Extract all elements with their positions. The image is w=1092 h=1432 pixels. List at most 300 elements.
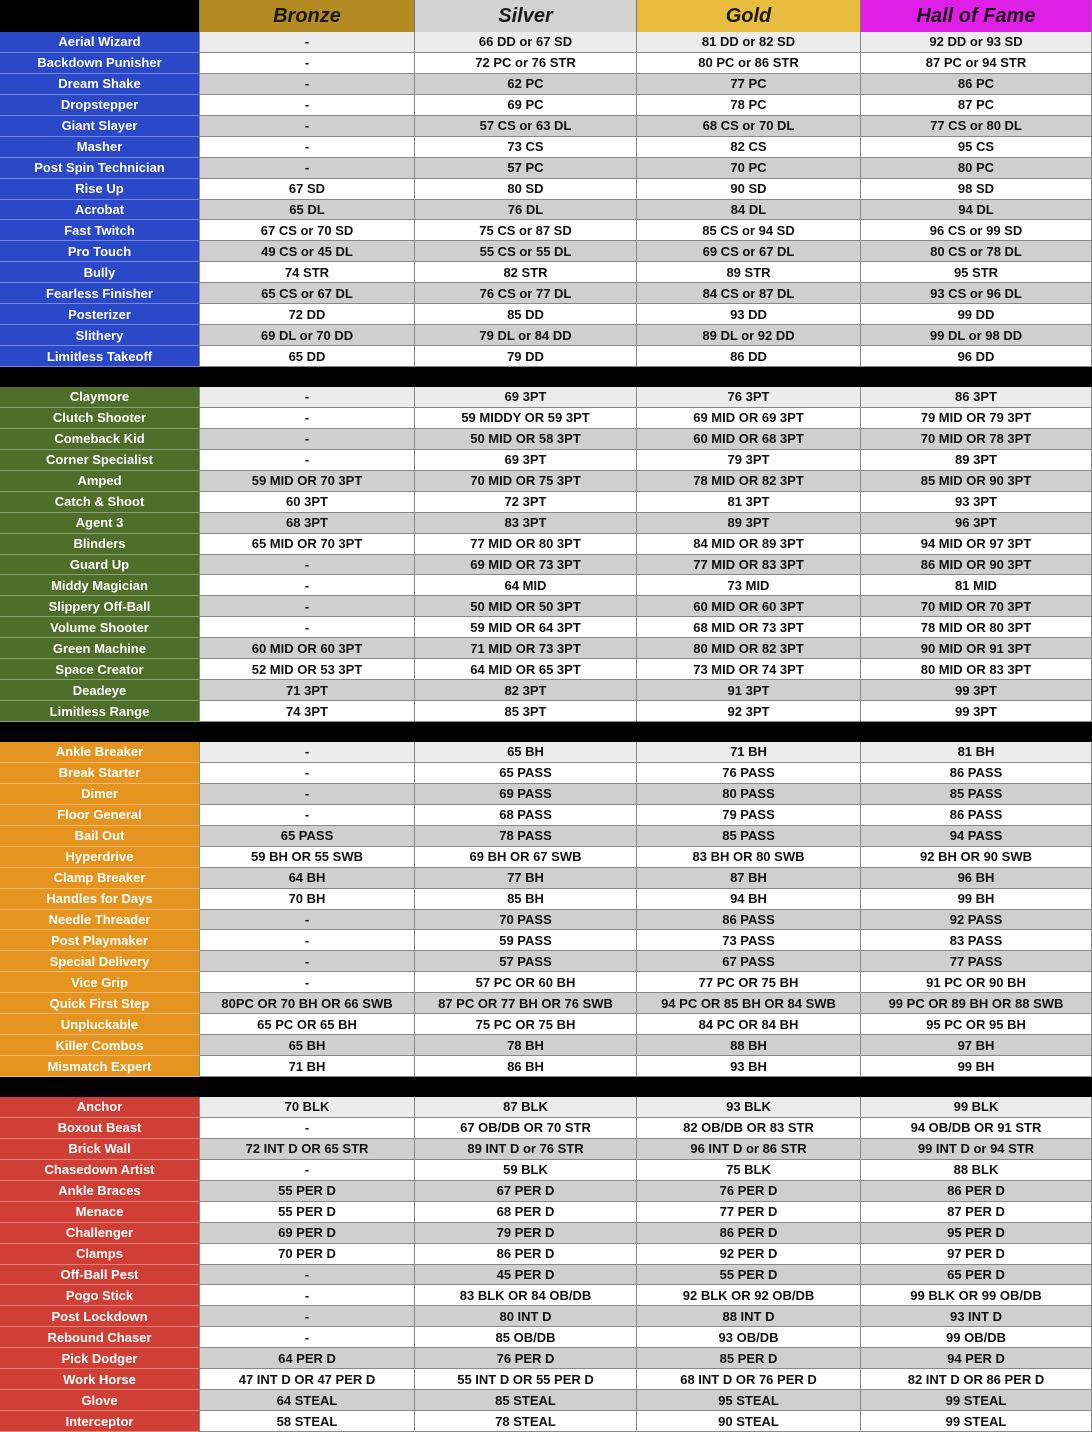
- gold-req-cell: 73 MID: [637, 575, 861, 596]
- badge-name-cell: Masher: [0, 137, 200, 158]
- gold-req-cell: 75 BLK: [637, 1160, 861, 1181]
- table-row: [0, 1097, 1092, 1118]
- badge-name-cell: Aerial Wizard: [0, 32, 200, 53]
- table-row: [0, 200, 1092, 221]
- bronze-req-cell: 55 PER D: [200, 1181, 415, 1202]
- badge-name-cell: Clamp Breaker: [0, 868, 200, 889]
- silver-req-cell: 85 STEAL: [415, 1390, 637, 1411]
- badge-name-cell: Handles for Days: [0, 889, 200, 910]
- gold-req-cell: 90 STEAL: [637, 1411, 861, 1432]
- bronze-req-cell: 59 MID OR 70 3PT: [200, 471, 415, 492]
- table-row: [0, 1118, 1092, 1139]
- badge-name-cell: Posterizer: [0, 304, 200, 325]
- hof-req-cell: 96 DD: [861, 346, 1092, 367]
- badge-name-cell: Anchor: [0, 1097, 200, 1118]
- hof-req-cell: 99 DL or 98 DD: [861, 325, 1092, 346]
- gold-req-cell: 77 PC OR 75 BH: [637, 972, 861, 993]
- silver-req-cell: 62 PC: [415, 74, 637, 95]
- hof-req-cell: 98 SD: [861, 179, 1092, 200]
- bronze-req-cell: 68 3PT: [200, 513, 415, 534]
- silver-req-cell: 68 PER D: [415, 1202, 637, 1223]
- table-row: [0, 137, 1092, 158]
- silver-req-cell: 80 SD: [415, 179, 637, 200]
- silver-req-cell: 78 PASS: [415, 826, 637, 847]
- bronze-req-cell: -: [200, 742, 415, 763]
- hof-req-cell: 87 PC: [861, 95, 1092, 116]
- table-row: [0, 1306, 1092, 1327]
- header-corner: [0, 0, 200, 32]
- bronze-req-cell: 72 INT D OR 65 STR: [200, 1139, 415, 1160]
- hof-req-cell: 94 PASS: [861, 826, 1092, 847]
- bronze-req-cell: 65 BH: [200, 1035, 415, 1056]
- hof-req-cell: 91 PC OR 90 BH: [861, 972, 1092, 993]
- bronze-req-cell: 70 PER D: [200, 1244, 415, 1265]
- bronze-req-cell: -: [200, 575, 415, 596]
- bronze-req-cell: -: [200, 158, 415, 179]
- hof-req-cell: 99 STEAL: [861, 1411, 1092, 1432]
- hof-req-cell: 99 DD: [861, 304, 1092, 325]
- gold-req-cell: 84 DL: [637, 200, 861, 221]
- badge-name-cell: Special Delivery: [0, 951, 200, 972]
- bronze-req-cell: 80PC OR 70 BH OR 66 SWB: [200, 993, 415, 1014]
- table-row: [0, 1411, 1092, 1432]
- table-row: [0, 53, 1092, 74]
- gold-req-cell: 73 MID OR 74 3PT: [637, 659, 861, 680]
- badge-name-cell: Ankle Breaker: [0, 742, 200, 763]
- silver-req-cell: 86 BH: [415, 1056, 637, 1077]
- gold-req-cell: 84 PC OR 84 BH: [637, 1014, 861, 1035]
- bronze-req-cell: 65 DL: [200, 200, 415, 221]
- bronze-req-cell: -: [200, 53, 415, 74]
- hof-req-cell: 80 CS or 78 DL: [861, 241, 1092, 262]
- badge-name-cell: Interceptor: [0, 1411, 200, 1432]
- gold-req-cell: 77 MID OR 83 3PT: [637, 555, 861, 576]
- silver-req-cell: 50 MID OR 50 3PT: [415, 596, 637, 617]
- bronze-req-cell: 65 CS or 67 DL: [200, 283, 415, 304]
- gold-req-cell: 79 PASS: [637, 805, 861, 826]
- header-hall-of-fame: Hall of Fame: [861, 0, 1092, 32]
- header-bronze: Bronze: [200, 0, 415, 32]
- silver-req-cell: 85 BH: [415, 889, 637, 910]
- badge-name-cell: Boxout Beast: [0, 1118, 200, 1139]
- silver-req-cell: 65 PASS: [415, 763, 637, 784]
- hof-req-cell: 99 BLK OR 99 OB/DB: [861, 1285, 1092, 1306]
- hof-req-cell: 86 3PT: [861, 387, 1092, 408]
- hof-req-cell: 88 BLK: [861, 1160, 1092, 1181]
- bronze-req-cell: -: [200, 408, 415, 429]
- hof-req-cell: 87 PC or 94 STR: [861, 53, 1092, 74]
- bronze-req-cell: -: [200, 930, 415, 951]
- gold-req-cell: 80 MID OR 82 3PT: [637, 638, 861, 659]
- gold-req-cell: 69 MID OR 69 3PT: [637, 408, 861, 429]
- bronze-req-cell: 60 MID OR 60 3PT: [200, 638, 415, 659]
- badge-name-cell: Deadeye: [0, 680, 200, 701]
- bronze-req-cell: 72 DD: [200, 304, 415, 325]
- badge-name-cell: Chasedown Artist: [0, 1160, 200, 1181]
- table-row: [0, 930, 1092, 951]
- table-row: [0, 1056, 1092, 1077]
- silver-req-cell: 78 STEAL: [415, 1411, 637, 1432]
- silver-req-cell: 76 DL: [415, 200, 637, 221]
- table-row: [0, 1390, 1092, 1411]
- silver-req-cell: 64 MID OR 65 3PT: [415, 659, 637, 680]
- gold-req-cell: 69 CS or 67 DL: [637, 241, 861, 262]
- silver-req-cell: 55 INT D OR 55 PER D: [415, 1369, 637, 1390]
- badge-name-cell: Quick First Step: [0, 993, 200, 1014]
- hof-req-cell: 92 DD or 93 SD: [861, 32, 1092, 53]
- table-row: [0, 910, 1092, 931]
- gold-req-cell: 83 BH OR 80 SWB: [637, 847, 861, 868]
- table-row: [0, 346, 1092, 367]
- silver-req-cell: 75 PC OR 75 BH: [415, 1014, 637, 1035]
- silver-req-cell: 67 PER D: [415, 1181, 637, 1202]
- bronze-req-cell: -: [200, 784, 415, 805]
- table-row: [0, 659, 1092, 680]
- section-separator: [0, 1077, 1092, 1097]
- hof-req-cell: 82 INT D OR 86 PER D: [861, 1369, 1092, 1390]
- silver-req-cell: 69 3PT: [415, 450, 637, 471]
- hof-req-cell: 93 3PT: [861, 492, 1092, 513]
- gold-req-cell: 93 DD: [637, 304, 861, 325]
- gold-req-cell: 71 BH: [637, 742, 861, 763]
- badge-name-cell: Limitless Takeoff: [0, 346, 200, 367]
- table-row: [0, 617, 1092, 638]
- table-row: [0, 596, 1092, 617]
- bronze-req-cell: -: [200, 387, 415, 408]
- gold-req-cell: 81 DD or 82 SD: [637, 32, 861, 53]
- badge-name-cell: Bully: [0, 262, 200, 283]
- bronze-req-cell: 64 BH: [200, 868, 415, 889]
- bronze-req-cell: -: [200, 763, 415, 784]
- bronze-req-cell: -: [200, 429, 415, 450]
- gold-req-cell: 80 PASS: [637, 784, 861, 805]
- table-row: [0, 638, 1092, 659]
- table-row: [0, 179, 1092, 200]
- table-row: [0, 241, 1092, 262]
- badge-name-cell: Challenger: [0, 1223, 200, 1244]
- silver-req-cell: 70 PASS: [415, 910, 637, 931]
- hof-req-cell: 97 PER D: [861, 1244, 1092, 1265]
- gold-req-cell: 84 CS or 87 DL: [637, 283, 861, 304]
- hof-req-cell: 81 BH: [861, 742, 1092, 763]
- table-row: [0, 993, 1092, 1014]
- badge-name-cell: Guard Up: [0, 555, 200, 576]
- hof-req-cell: 96 3PT: [861, 513, 1092, 534]
- badge-name-cell: Brick Wall: [0, 1139, 200, 1160]
- silver-req-cell: 57 PC: [415, 158, 637, 179]
- hof-req-cell: 94 MID OR 97 3PT: [861, 534, 1092, 555]
- bronze-req-cell: -: [200, 1265, 415, 1286]
- badge-name-cell: Post Spin Technician: [0, 158, 200, 179]
- silver-req-cell: 85 OB/DB: [415, 1327, 637, 1348]
- table-row: [0, 701, 1092, 722]
- gold-req-cell: 68 INT D OR 76 PER D: [637, 1369, 861, 1390]
- hof-req-cell: 85 MID OR 90 3PT: [861, 471, 1092, 492]
- silver-req-cell: 50 MID OR 58 3PT: [415, 429, 637, 450]
- silver-req-cell: 82 3PT: [415, 680, 637, 701]
- hof-req-cell: 99 3PT: [861, 680, 1092, 701]
- table-row: [0, 1139, 1092, 1160]
- bronze-req-cell: -: [200, 1118, 415, 1139]
- hof-req-cell: 86 PC: [861, 74, 1092, 95]
- table-row: [0, 1223, 1092, 1244]
- silver-req-cell: 69 MID OR 73 3PT: [415, 555, 637, 576]
- header-gold: Gold: [637, 0, 861, 32]
- badge-name-cell: Slippery Off-Ball: [0, 596, 200, 617]
- hof-req-cell: 86 PASS: [861, 805, 1092, 826]
- gold-req-cell: 89 DL or 92 DD: [637, 325, 861, 346]
- table-row: [0, 555, 1092, 576]
- table-row: [0, 95, 1092, 116]
- table-row: [0, 763, 1092, 784]
- bronze-req-cell: -: [200, 1160, 415, 1181]
- table-row: [0, 680, 1092, 701]
- badge-name-cell: Post Playmaker: [0, 930, 200, 951]
- gold-req-cell: 91 3PT: [637, 680, 861, 701]
- silver-req-cell: 89 INT D or 76 STR: [415, 1139, 637, 1160]
- gold-req-cell: 55 PER D: [637, 1265, 861, 1286]
- badge-name-cell: Post Lockdown: [0, 1306, 200, 1327]
- table-row: [0, 408, 1092, 429]
- table-row: [0, 826, 1092, 847]
- gold-req-cell: 88 BH: [637, 1035, 861, 1056]
- hof-req-cell: 92 PASS: [861, 910, 1092, 931]
- silver-req-cell: 79 PER D: [415, 1223, 637, 1244]
- gold-req-cell: 60 MID OR 68 3PT: [637, 429, 861, 450]
- bronze-req-cell: 74 3PT: [200, 701, 415, 722]
- hof-req-cell: 99 INT D or 94 STR: [861, 1139, 1092, 1160]
- bronze-req-cell: -: [200, 32, 415, 53]
- bronze-req-cell: 65 PASS: [200, 826, 415, 847]
- table-row: [0, 1014, 1092, 1035]
- table-row: [0, 847, 1092, 868]
- gold-req-cell: 85 CS or 94 SD: [637, 220, 861, 241]
- hof-req-cell: 78 MID OR 80 3PT: [861, 617, 1092, 638]
- silver-req-cell: 86 PER D: [415, 1244, 637, 1265]
- gold-req-cell: 96 INT D or 86 STR: [637, 1139, 861, 1160]
- badge-name-cell: Comeback Kid: [0, 429, 200, 450]
- gold-req-cell: 84 MID OR 89 3PT: [637, 534, 861, 555]
- gold-req-cell: 86 PASS: [637, 910, 861, 931]
- section-playmaking: [0, 742, 1092, 1077]
- bronze-req-cell: -: [200, 951, 415, 972]
- hof-req-cell: 99 BH: [861, 889, 1092, 910]
- hof-req-cell: 77 PASS: [861, 951, 1092, 972]
- badge-name-cell: Mismatch Expert: [0, 1056, 200, 1077]
- gold-req-cell: 79 3PT: [637, 450, 861, 471]
- gold-req-cell: 60 MID OR 60 3PT: [637, 596, 861, 617]
- silver-req-cell: 77 MID OR 80 3PT: [415, 534, 637, 555]
- bronze-req-cell: -: [200, 1327, 415, 1348]
- hof-req-cell: 95 PER D: [861, 1223, 1092, 1244]
- table-row: [0, 325, 1092, 346]
- table-row: [0, 1160, 1092, 1181]
- gold-req-cell: 76 PER D: [637, 1181, 861, 1202]
- badge-name-cell: Fearless Finisher: [0, 283, 200, 304]
- bronze-req-cell: 64 STEAL: [200, 1390, 415, 1411]
- silver-req-cell: 72 3PT: [415, 492, 637, 513]
- table-row: [0, 1035, 1092, 1056]
- table-row: [0, 742, 1092, 763]
- badge-name-cell: Clamps: [0, 1244, 200, 1265]
- table-row: [0, 1265, 1092, 1286]
- bronze-req-cell: 49 CS or 45 DL: [200, 241, 415, 262]
- badge-name-cell: Blinders: [0, 534, 200, 555]
- badge-name-cell: Slithery: [0, 325, 200, 346]
- silver-req-cell: 71 MID OR 73 3PT: [415, 638, 637, 659]
- gold-req-cell: 85 PER D: [637, 1348, 861, 1369]
- silver-req-cell: 64 MID: [415, 575, 637, 596]
- table-row: [0, 450, 1092, 471]
- silver-req-cell: 55 CS or 55 DL: [415, 241, 637, 262]
- hof-req-cell: 95 PC OR 95 BH: [861, 1014, 1092, 1035]
- silver-req-cell: 69 BH OR 67 SWB: [415, 847, 637, 868]
- badge-name-cell: Off-Ball Pest: [0, 1265, 200, 1286]
- hof-req-cell: 87 PER D: [861, 1202, 1092, 1223]
- badge-name-cell: Middy Magician: [0, 575, 200, 596]
- hof-req-cell: 89 3PT: [861, 450, 1092, 471]
- bronze-req-cell: -: [200, 805, 415, 826]
- gold-req-cell: 93 BH: [637, 1056, 861, 1077]
- hof-req-cell: 81 MID: [861, 575, 1092, 596]
- badge-name-cell: Rebound Chaser: [0, 1327, 200, 1348]
- bronze-req-cell: 60 3PT: [200, 492, 415, 513]
- badge-name-cell: Dimer: [0, 784, 200, 805]
- badge-name-cell: Clutch Shooter: [0, 408, 200, 429]
- bronze-req-cell: 58 STEAL: [200, 1411, 415, 1432]
- hof-req-cell: 94 OB/DB OR 91 STR: [861, 1118, 1092, 1139]
- silver-req-cell: 80 INT D: [415, 1306, 637, 1327]
- bronze-req-cell: 59 BH OR 55 SWB: [200, 847, 415, 868]
- badge-name-cell: Claymore: [0, 387, 200, 408]
- table-row: [0, 513, 1092, 534]
- silver-req-cell: 57 PC OR 60 BH: [415, 972, 637, 993]
- table-row: [0, 1202, 1092, 1223]
- silver-req-cell: 87 BLK: [415, 1097, 637, 1118]
- gold-req-cell: 78 MID OR 82 3PT: [637, 471, 861, 492]
- section-separator: [0, 722, 1092, 742]
- hof-req-cell: 94 PER D: [861, 1348, 1092, 1369]
- gold-req-cell: 92 3PT: [637, 701, 861, 722]
- bronze-req-cell: -: [200, 596, 415, 617]
- bronze-req-cell: 74 STR: [200, 262, 415, 283]
- badge-name-cell: Pro Touch: [0, 241, 200, 262]
- badge-name-cell: Acrobat: [0, 200, 200, 221]
- table-row: [0, 784, 1092, 805]
- badge-name-cell: Break Starter: [0, 763, 200, 784]
- bronze-req-cell: 52 MID OR 53 3PT: [200, 659, 415, 680]
- badge-name-cell: Space Creator: [0, 659, 200, 680]
- badge-name-cell: Hyperdrive: [0, 847, 200, 868]
- gold-req-cell: 89 STR: [637, 262, 861, 283]
- badge-name-cell: Fast Twitch: [0, 220, 200, 241]
- silver-req-cell: 76 CS or 77 DL: [415, 283, 637, 304]
- bronze-req-cell: 55 PER D: [200, 1202, 415, 1223]
- table-row: [0, 283, 1092, 304]
- gold-req-cell: 87 BH: [637, 868, 861, 889]
- silver-req-cell: 45 PER D: [415, 1265, 637, 1286]
- gold-req-cell: 70 PC: [637, 158, 861, 179]
- hof-req-cell: 80 MID OR 83 3PT: [861, 659, 1092, 680]
- gold-req-cell: 86 DD: [637, 346, 861, 367]
- hof-req-cell: 93 INT D: [861, 1306, 1092, 1327]
- bronze-req-cell: -: [200, 137, 415, 158]
- badge-name-cell: Green Machine: [0, 638, 200, 659]
- bronze-req-cell: -: [200, 95, 415, 116]
- hof-req-cell: 90 MID OR 91 3PT: [861, 638, 1092, 659]
- badge-name-cell: Killer Combos: [0, 1035, 200, 1056]
- badge-name-cell: Vice Grip: [0, 972, 200, 993]
- table-row: [0, 575, 1092, 596]
- hof-req-cell: 95 STR: [861, 262, 1092, 283]
- table-row: [0, 1348, 1092, 1369]
- badge-name-cell: Volume Shooter: [0, 617, 200, 638]
- table-row: [0, 471, 1092, 492]
- hof-req-cell: 77 CS or 80 DL: [861, 116, 1092, 137]
- bronze-req-cell: -: [200, 555, 415, 576]
- gold-req-cell: 92 BLK OR 92 OB/DB: [637, 1285, 861, 1306]
- gold-req-cell: 76 3PT: [637, 387, 861, 408]
- bronze-req-cell: -: [200, 972, 415, 993]
- gold-req-cell: 95 STEAL: [637, 1390, 861, 1411]
- badge-name-cell: Work Horse: [0, 1369, 200, 1390]
- table-row: [0, 805, 1092, 826]
- gold-req-cell: 68 CS or 70 DL: [637, 116, 861, 137]
- bronze-req-cell: -: [200, 116, 415, 137]
- hof-req-cell: 80 PC: [861, 158, 1092, 179]
- bronze-req-cell: 71 BH: [200, 1056, 415, 1077]
- table-row: [0, 868, 1092, 889]
- silver-req-cell: 87 PC OR 77 BH OR 76 SWB: [415, 993, 637, 1014]
- table-row: [0, 74, 1092, 95]
- badge-name-cell: Agent 3: [0, 513, 200, 534]
- gold-req-cell: 80 PC or 86 STR: [637, 53, 861, 74]
- silver-req-cell: 69 3PT: [415, 387, 637, 408]
- gold-req-cell: 92 PER D: [637, 1244, 861, 1265]
- gold-req-cell: 88 INT D: [637, 1306, 861, 1327]
- gold-req-cell: 93 OB/DB: [637, 1327, 861, 1348]
- gold-req-cell: 73 PASS: [637, 930, 861, 951]
- gold-req-cell: 89 3PT: [637, 513, 861, 534]
- table-row: [0, 429, 1092, 450]
- badge-name-cell: Giant Slayer: [0, 116, 200, 137]
- bronze-req-cell: 69 PER D: [200, 1223, 415, 1244]
- silver-req-cell: 65 BH: [415, 742, 637, 763]
- gold-req-cell: 82 OB/DB OR 83 STR: [637, 1118, 861, 1139]
- table-row: [0, 1369, 1092, 1390]
- table-row: [0, 1327, 1092, 1348]
- hof-req-cell: 86 PER D: [861, 1181, 1092, 1202]
- table-row: [0, 492, 1092, 513]
- silver-req-cell: 67 OB/DB OR 70 STR: [415, 1118, 637, 1139]
- badge-name-cell: Amped: [0, 471, 200, 492]
- gold-req-cell: 90 SD: [637, 179, 861, 200]
- hof-req-cell: 99 STEAL: [861, 1390, 1092, 1411]
- bronze-req-cell: -: [200, 1285, 415, 1306]
- gold-req-cell: 67 PASS: [637, 951, 861, 972]
- bronze-req-cell: -: [200, 450, 415, 471]
- table-row: [0, 1285, 1092, 1306]
- silver-req-cell: 57 PASS: [415, 951, 637, 972]
- table-row: [0, 972, 1092, 993]
- silver-req-cell: 59 PASS: [415, 930, 637, 951]
- gold-req-cell: 93 BLK: [637, 1097, 861, 1118]
- silver-req-cell: 83 BLK OR 84 OB/DB: [415, 1285, 637, 1306]
- table-row: [0, 262, 1092, 283]
- hof-req-cell: 99 PC OR 89 BH OR 88 SWB: [861, 993, 1092, 1014]
- hof-req-cell: 79 MID OR 79 3PT: [861, 408, 1092, 429]
- hof-req-cell: 99 OB/DB: [861, 1327, 1092, 1348]
